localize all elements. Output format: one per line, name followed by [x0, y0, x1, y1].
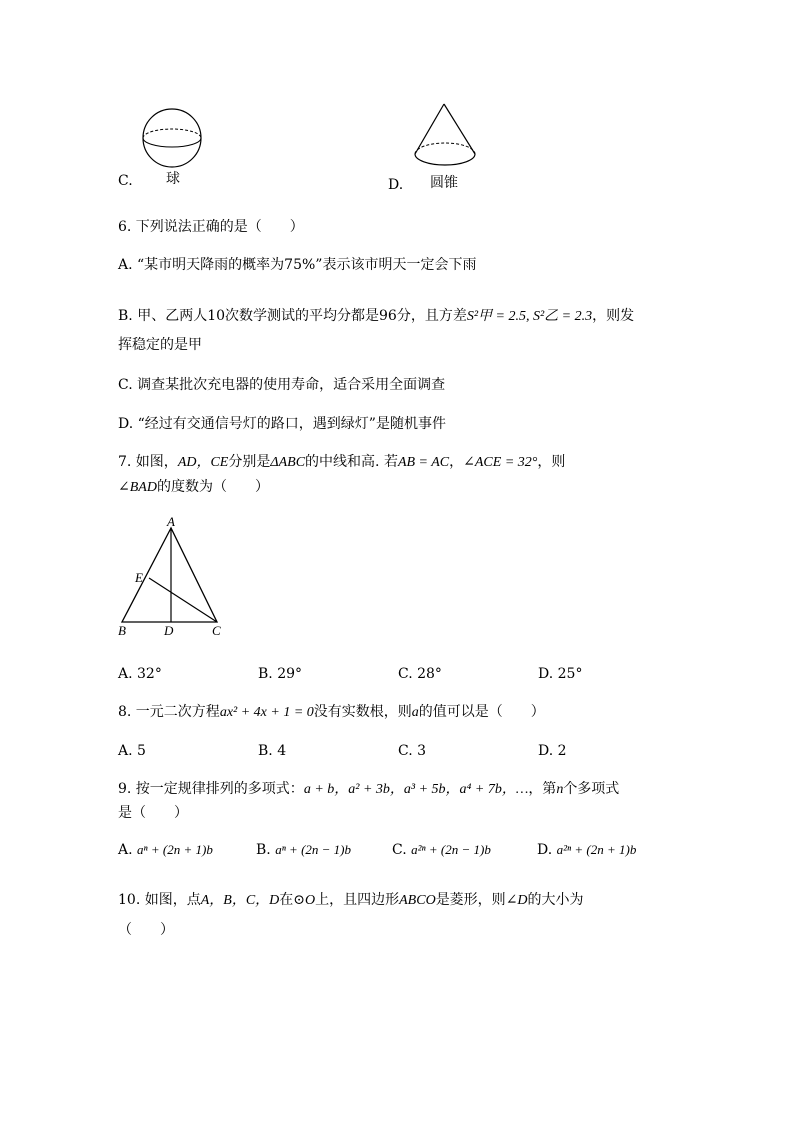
q6-option-d: D. “经过有交通信号灯的路口，遇到绿灯”是随机事件	[118, 416, 446, 432]
cone-figure	[410, 100, 490, 180]
q8-option-b: B. 4	[258, 743, 287, 759]
q10-stem-line2: （ ）	[118, 922, 174, 938]
q8-option-d: D. 2	[538, 743, 567, 759]
q10-angle: ∠D	[505, 893, 528, 908]
q6-option-a: A. “某市明天降雨的概率为75%”表示该市明天一定会下雨	[118, 257, 477, 273]
q8-stem	[118, 703, 545, 722]
fig-label-b: B	[118, 623, 126, 638]
q8-stem-text-2: 没有实数根，则	[313, 704, 412, 720]
q6-option-c: C. 调查某批次充电器的使用寿命，适合采用全面调查	[118, 377, 446, 393]
q9-variable: n	[556, 782, 564, 797]
q7-option-a: A. 32°	[118, 666, 162, 682]
fig-label-d: D	[164, 623, 174, 638]
q6-option-b-line2: 挥稳定的是甲	[118, 337, 202, 353]
q6-option-b-suffix: ，则发	[592, 308, 635, 324]
q8-equation: ax² + 4x + 1 = 0	[219, 705, 314, 720]
q9-terms: a + b，a² + 3b，a³ + 5b，a⁴ + 7b，…	[303, 782, 529, 797]
q9-option-b-expr: aⁿ + (2n − 1)b	[275, 842, 352, 857]
q6-stem: 6. 下列说法正确的是（ ）	[118, 219, 304, 235]
q8-stem-text-3: 的值可以是（ ）	[418, 704, 545, 720]
triangle-figure	[112, 514, 242, 648]
q5-option-c-label: 球	[166, 171, 180, 187]
q8-option-a: A. 5	[118, 743, 146, 759]
q5-option-d-label: 圆锥	[430, 175, 458, 191]
q10-stem-text-4: 是菱形，则	[435, 892, 506, 908]
q8-variable: a	[411, 705, 419, 720]
q9-stem-text-3: 个多项式	[563, 781, 620, 797]
q7-stem-text-5: 的度数为（ ）	[156, 479, 269, 495]
q7-stem-comma: ，	[449, 454, 464, 470]
q10-stem-line1	[118, 891, 584, 910]
q9-option-a	[118, 841, 213, 859]
q7-stem-text-4: ，则	[537, 454, 566, 470]
fig-label-e: E	[135, 570, 143, 585]
q7-option-b: B. 29°	[258, 666, 303, 682]
q9-option-c-letter: C.	[392, 842, 407, 858]
q7-stem-angle: ∠BAD	[118, 480, 157, 495]
q7-stem-line1	[118, 453, 565, 472]
sphere-figure	[140, 106, 210, 176]
q9-option-a-letter: A.	[118, 842, 133, 858]
q9-option-c-expr: a²ⁿ + (2n − 1)b	[411, 842, 491, 857]
q9-option-d	[537, 841, 636, 859]
q10-stem-text-3: 上，且四边形	[315, 892, 400, 908]
q7-stem-triangle: ΔABC	[270, 455, 306, 470]
q7-stem-text-3: 的中线和高. 若	[305, 454, 398, 470]
q10-stem-text-2: 在	[279, 892, 294, 908]
q9-stem-text: 9. 按一定规律排列的多项式：	[118, 781, 304, 797]
q9-option-d-expr: a²ⁿ + (2n + 1)b	[556, 842, 637, 857]
q9-stem-text-2: ，第	[528, 781, 557, 797]
q7-stem-eq2: ∠ACE = 32°	[463, 455, 538, 470]
q8-stem-text: 8. 一元二次方程	[118, 704, 220, 720]
q9-stem-line2: 是（ ）	[118, 805, 188, 821]
q7-stem-eq1: AB = AC	[397, 455, 450, 470]
q9-option-b-letter: B.	[256, 842, 271, 858]
q6-variance-formula: S²甲 = 2.5, S²乙 = 2.3	[466, 309, 593, 324]
fig-label-c: C	[212, 623, 221, 638]
q10-circle-symbol: ⊙O	[293, 893, 316, 908]
q9-option-b	[256, 841, 351, 859]
fig-label-a: A	[167, 514, 175, 529]
q7-stem-text-2: 分别是	[228, 454, 271, 470]
q10-stem-text: 10. 如图，点	[118, 892, 201, 908]
q10-quadrilateral: ABCO	[399, 893, 436, 908]
q7-option-d: D. 25°	[538, 666, 583, 682]
q8-option-c: C. 3	[398, 743, 427, 759]
q7-stem-text: 7. 如图，	[118, 454, 178, 470]
q7-option-c: C. 28°	[398, 666, 442, 682]
q6-option-b	[118, 307, 634, 326]
q9-option-d-letter: D.	[537, 842, 553, 858]
q9-stem-line1	[118, 780, 619, 799]
q7-stem-line2	[118, 478, 269, 497]
q9-option-a-expr: aⁿ + (2n + 1)b	[137, 842, 213, 857]
q9-option-c	[392, 841, 491, 859]
q10-stem-text-5: 的大小为	[527, 892, 584, 908]
q6-option-b-prefix: B. 甲、乙两人10次数学测试的平均分都是96分，且方差	[118, 308, 467, 324]
q10-points: A，B，C，D	[200, 893, 280, 908]
q7-stem-vars: AD，CE	[177, 455, 229, 470]
q5-option-d-letter: D.	[388, 177, 404, 193]
q5-option-c-letter: C.	[118, 173, 133, 189]
